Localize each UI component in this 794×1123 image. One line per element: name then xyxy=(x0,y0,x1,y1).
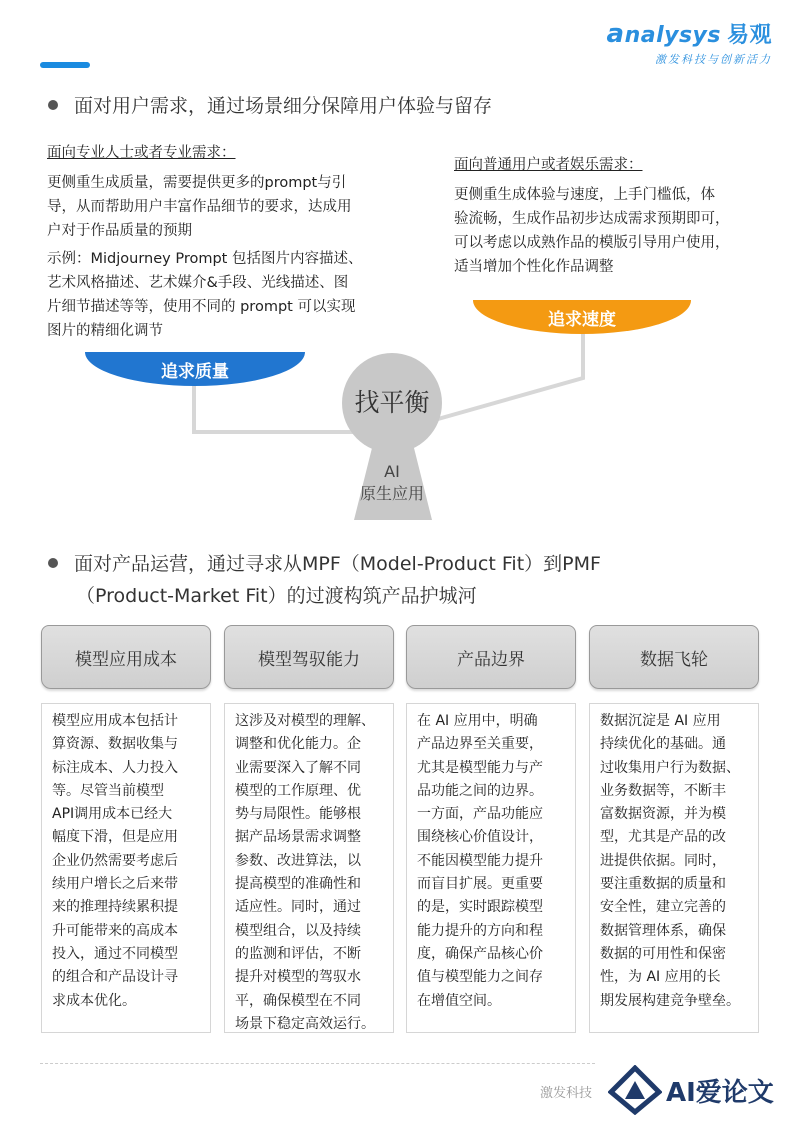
card-line: 的监测和评估，不断 xyxy=(235,945,361,962)
card-line: 安全性，建立完善的 xyxy=(600,899,726,916)
card-line: 持续优化的基础。通 xyxy=(600,736,726,753)
text-line: 示例：Midjourney Prompt 包括图片内容描述、 xyxy=(47,251,363,267)
text-line: 艺术风格描述、艺术媒介&手段、光线描述、图 xyxy=(47,275,349,291)
balance-scale xyxy=(0,0,794,530)
card-line: 性，为 AI 应用的长 xyxy=(600,969,721,986)
card-line: 模型应用成本包括计 xyxy=(52,713,178,729)
card-line: 投入，通过不同模型 xyxy=(52,945,178,962)
section1-title: 面对用户需求，通过场景细分保障用户体验与留存 xyxy=(74,95,493,117)
card-line: 的组合和产品设计寻 xyxy=(52,969,178,986)
card-line: 企业仍然需要考虑后 xyxy=(52,852,178,869)
card-line: 型，尤其是产品的改 xyxy=(600,829,726,846)
card-line: 模型的工作原理、优 xyxy=(235,782,361,799)
card-line: 值与模型能力之间存 xyxy=(417,969,543,986)
card-line: 来的推理持续累积提 xyxy=(52,899,178,916)
card-line: 而盲目扩展。更重要 xyxy=(417,876,543,893)
card-line: 这涉及对模型的理解、 xyxy=(235,713,375,729)
card-line: 适应性。同时，通过 xyxy=(235,899,361,916)
card-line: 求成本优化。 xyxy=(52,992,136,1009)
card-line: 提高模型的准确性和 xyxy=(235,876,361,893)
card-line: 模型组合，以及持续 xyxy=(235,922,361,939)
section2-title-line2: （Product-Market Fit）的过渡构筑产品护城河 xyxy=(76,585,477,607)
balance-base-label xyxy=(342,461,442,505)
card-line: 平，确保模型在不同 xyxy=(235,992,361,1009)
card-model-control xyxy=(224,703,394,1033)
card-line: 过收集用户行为数据、 xyxy=(600,759,740,776)
card-line: 业需要深入了解不同 xyxy=(235,759,361,776)
tab-product-boundary: 产品边界 xyxy=(406,625,576,689)
footer-divider xyxy=(40,1063,595,1064)
card-line: 围绕核心价值设计， xyxy=(417,829,543,846)
bullet-icon xyxy=(48,558,58,568)
card-line: 等。尽管当前模型 xyxy=(52,782,164,799)
section2-title-line1: 面对产品运营，通过寻求从MPF（Model-Product Fit）到PMF xyxy=(74,553,601,575)
tab-data-flywheel: 数据飞轮 xyxy=(589,625,759,689)
card-line: 尤其是模型能力与产 xyxy=(417,759,543,776)
watermark-logo-icon xyxy=(608,1065,662,1115)
card-line: 数据沉淀是 AI 应用 xyxy=(600,713,721,729)
card-line: 一方面，产品功能应 xyxy=(417,806,543,823)
casual-heading: 面向普通用户或者娱乐需求： xyxy=(454,157,643,173)
base-line-2: 原生应用 xyxy=(359,484,424,503)
card-line: 不能因模型能力提升 xyxy=(417,852,543,869)
card-line: 数据的可用性和保密 xyxy=(600,945,726,962)
card-line: 算资源、数据收集与 xyxy=(52,736,178,753)
tab-model-cost: 模型应用成本 xyxy=(41,625,211,689)
card-line: 势与局限性。能够根 xyxy=(235,806,361,823)
card-line: 场景下稳定高效运行。 xyxy=(235,1015,375,1032)
card-line: 进提供依据。同时， xyxy=(600,852,726,869)
pro-heading: 面向专业人士或者专业需求： xyxy=(47,145,236,161)
watermark xyxy=(608,1064,788,1116)
card-line: 能力提升的方向和程 xyxy=(417,922,543,939)
card-line: 品功能之间的边界。 xyxy=(417,782,543,799)
logo-letter: a xyxy=(606,19,625,49)
card-line: 调整和优化能力。企 xyxy=(235,736,361,753)
text-line: 户对于作品质量的预期 xyxy=(47,223,192,239)
card-data-flywheel xyxy=(589,703,759,1033)
card-line: 期发展构建竞争壁垒。 xyxy=(600,992,740,1009)
watermark-text: AI爱论文 xyxy=(666,1077,774,1108)
card-line: 富数据资源，并为模 xyxy=(600,806,726,823)
text-line: 更侧重生成质量，需要提供更多的prompt与引 xyxy=(47,175,347,191)
balance-center-label: 找平衡 xyxy=(354,388,430,417)
card-line: 的是，实时跟踪模型 xyxy=(417,899,543,916)
text-line: 验流畅，生成作品初步达成需求预期即可， xyxy=(454,211,730,227)
speed-label: 追求速度 xyxy=(548,309,616,330)
card-line: 幅度下滑，但是应用 xyxy=(52,829,178,846)
card-line: 参数、改进算法，以 xyxy=(235,852,361,869)
text-line: 片细节描述等等，使用不同的 prompt 可以实现 xyxy=(47,299,356,315)
text-line: 图片的精细化调节 xyxy=(47,323,163,339)
card-line: 产品边界至关重要， xyxy=(417,736,543,753)
card-product-boundary xyxy=(406,703,576,1033)
card-line: API调用成本已经大 xyxy=(52,806,173,823)
card-line: 度，确保产品核心价 xyxy=(417,945,543,962)
base-line-1: AI xyxy=(384,462,400,481)
card-line: 数据管理体系，确保 xyxy=(600,922,726,939)
footer-text: 激发科技 xyxy=(540,1086,593,1101)
logo-tagline: 激发科技与创新活力 xyxy=(655,53,772,66)
card-line: 续用户增长之后来带 xyxy=(52,876,178,893)
tab-model-control: 模型驾驭能力 xyxy=(224,625,394,689)
card-line: 提升对模型的驾驭水 xyxy=(235,969,361,986)
card-line: 在 AI 应用中，明确 xyxy=(417,713,538,729)
text-line: 适当增加个性化作品调整 xyxy=(454,259,614,275)
quality-label: 追求质量 xyxy=(161,361,229,382)
card-line: 要注重数据的质量和 xyxy=(600,876,726,893)
card-line: 标注成本、人力投入 xyxy=(52,759,178,776)
logo-text: nalysys xyxy=(624,23,721,48)
card-model-cost xyxy=(41,703,211,1033)
logo-cn: 易观 xyxy=(726,23,772,48)
card-line: 在增值空间。 xyxy=(417,992,501,1009)
text-line: 导，从而帮助用户丰富作品细节的要求，达成用 xyxy=(47,199,352,215)
card-line: 据产品场景需求调整 xyxy=(235,829,361,846)
text-line: 更侧重生成体验与速度，上手门槛低，体 xyxy=(454,187,715,203)
section2-title-row xyxy=(48,548,601,612)
card-line: 升可能带来的高成本 xyxy=(52,922,178,939)
text-line: 可以考虑以成熟作品的模版引导用户使用， xyxy=(454,235,730,251)
card-line: 业务数据等，不断丰 xyxy=(600,782,726,799)
